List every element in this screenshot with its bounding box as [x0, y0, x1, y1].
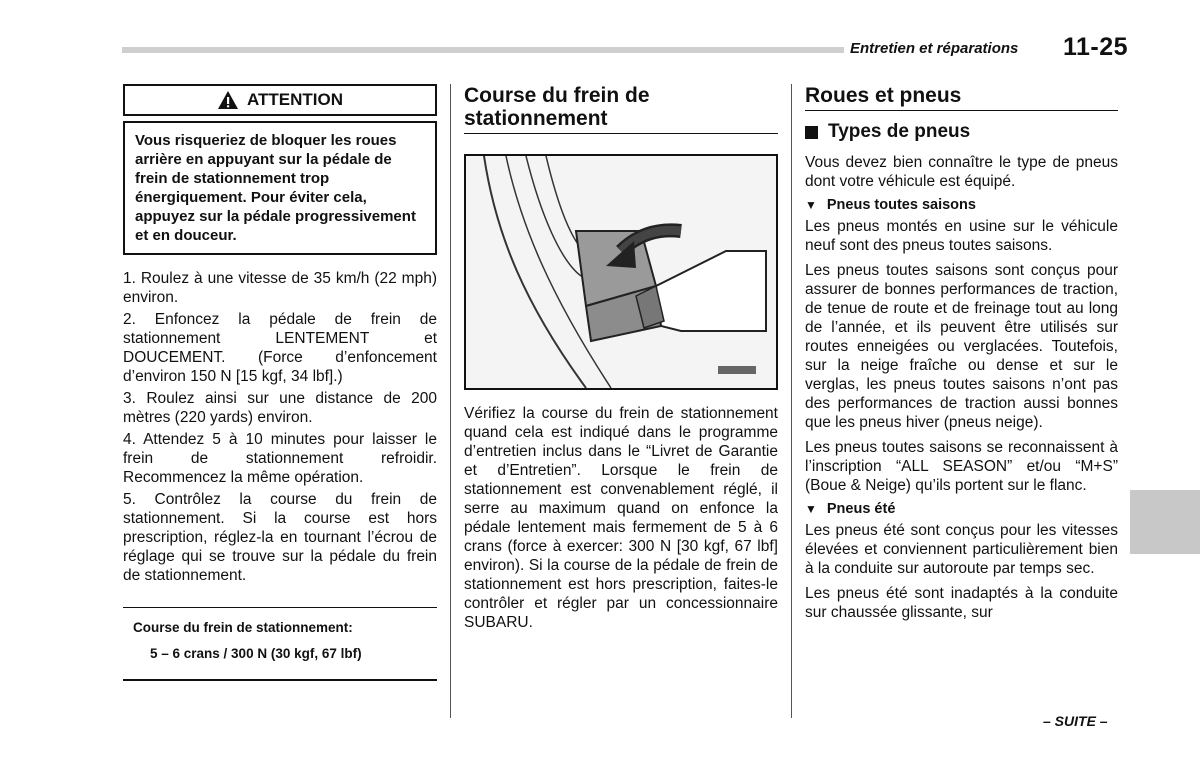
- topic-heading: [805, 197, 1118, 213]
- header-rule: [122, 47, 844, 53]
- column-divider: [791, 84, 792, 718]
- spec-value: 5 – 6 crans / 300 N (30 kgf, 67 lbf): [150, 646, 362, 661]
- right-column: [805, 84, 1118, 628]
- section-heading: Course du frein de stationnement: [464, 84, 778, 134]
- square-bullet-icon: [805, 126, 818, 139]
- spec-label: Course du frein de stationnement:: [133, 620, 353, 635]
- intro-text: Vous devez bien connaître le type de pneus dont votre véhicule est équipé.: [805, 154, 1118, 190]
- paragraph: Les pneus toutes saisons se reconnaissent à l’inscription “ALL SEASON” et/ou “M+S” (Boue & Neige) qu’ils portent sur le flanc.: [805, 439, 1118, 494]
- left-column: [123, 84, 437, 681]
- paragraph: Les pneus toutes saisons sont conçus pour assurer de bonnes performances de traction, de tenue de route et de freinage tout au long de l’année, et ils peuvent être utilisés sur routes enneigées ou verglacées. Toutefois, sur la neige fraîche ou dense et sur le verglas, les pneus toutes saisons n’ont pas des performances de traction aussi bonnes que les pneus hiver (pneus neige).: [805, 262, 1118, 431]
- triangle-bullet-icon: ▼: [805, 502, 817, 516]
- paragraph: Les pneus montés en usine sur le véhicule neuf sont des pneus toutes saisons.: [805, 218, 1118, 254]
- subsection-title: Types de pneus: [828, 121, 971, 142]
- procedure-step: 5. Contrôlez la course du frein de stationnement. Si la course est hors prescription, réglez-la en tournant l’écrou de réglage qui se trouve sur la pédale du frein de stationnement.: [123, 491, 437, 584]
- chapter-tab: [1130, 490, 1200, 554]
- attention-title: ATTENTION: [246, 90, 343, 109]
- procedure-step: 3. Roulez ainsi sur une distance de 200 mètres (220 yards) environ.: [123, 390, 437, 426]
- topic-heading: [805, 501, 1118, 517]
- paragraph: Les pneus été sont conçus pour les vitesses élevées et conviennent particulièrement bien à la conduite sur autoroute par temps sec.: [805, 522, 1118, 577]
- procedure-step: 2. Enfoncez la pédale de frein de stationnement LENTEMENT et DOUCEMENT. (Force d’enfoncement d’environ 150 N [15 kgf, 34 lbf].): [123, 311, 437, 385]
- topic-title: Pneus toutes saisons: [826, 197, 976, 213]
- warning-icon: [217, 90, 239, 110]
- spec-box: [123, 607, 437, 681]
- attention-body: Vous risqueriez de bloquer les roues arrière en appuyant sur la pédale de frein de stationnement trop énergiquement. Pour éviter cela, appuyez sur la pédale progressivement et en douceur.: [123, 121, 437, 255]
- section-title: Entretien et réparations: [850, 40, 1019, 57]
- procedure-step: 4. Attendez 5 à 10 minutes pour laisser le frein de stationnement refroidir. Recommencez la même opération.: [123, 431, 437, 486]
- paragraph: Les pneus été sont inadaptés à la conduite sur chaussée glissante, sur: [805, 585, 1118, 621]
- triangle-bullet-icon: ▼: [805, 198, 817, 212]
- section-body: Vérifiez la course du frein de stationnement quand cela est indiqué dans le programme d’entretien inclus dans le “Livret de Garantie et d’Entretien”. Lorsque le frein de stationnement est convenablement réglé, il serre au maximum quand on enfonce la pédale lentement mais fermement de 5 à 6 crans (force à exercer: 300 N [30 kgf, 67 lbf] environ). Si la course de la pédale de frein de stationnement est hors prescription, faites-le contrôler et régler par un concessionnaire SUBARU.: [464, 405, 778, 631]
- procedure-steps: [123, 269, 437, 585]
- topic-title: Pneus été: [826, 501, 896, 517]
- procedure-step: 1. Roulez à une vitesse de 35 km/h (22 mph) environ.: [123, 270, 437, 306]
- section-heading: Roues et pneus: [805, 84, 1118, 111]
- attention-header: [123, 84, 437, 116]
- page-number: 11-25: [1063, 33, 1129, 61]
- figure-illustration: [464, 154, 778, 390]
- parking-brake-pedal-icon: [466, 156, 776, 388]
- column-divider: [450, 84, 451, 718]
- subsection-heading: [805, 121, 1118, 143]
- continued-marker: – SUITE –: [1043, 713, 1108, 729]
- middle-column: [464, 84, 778, 632]
